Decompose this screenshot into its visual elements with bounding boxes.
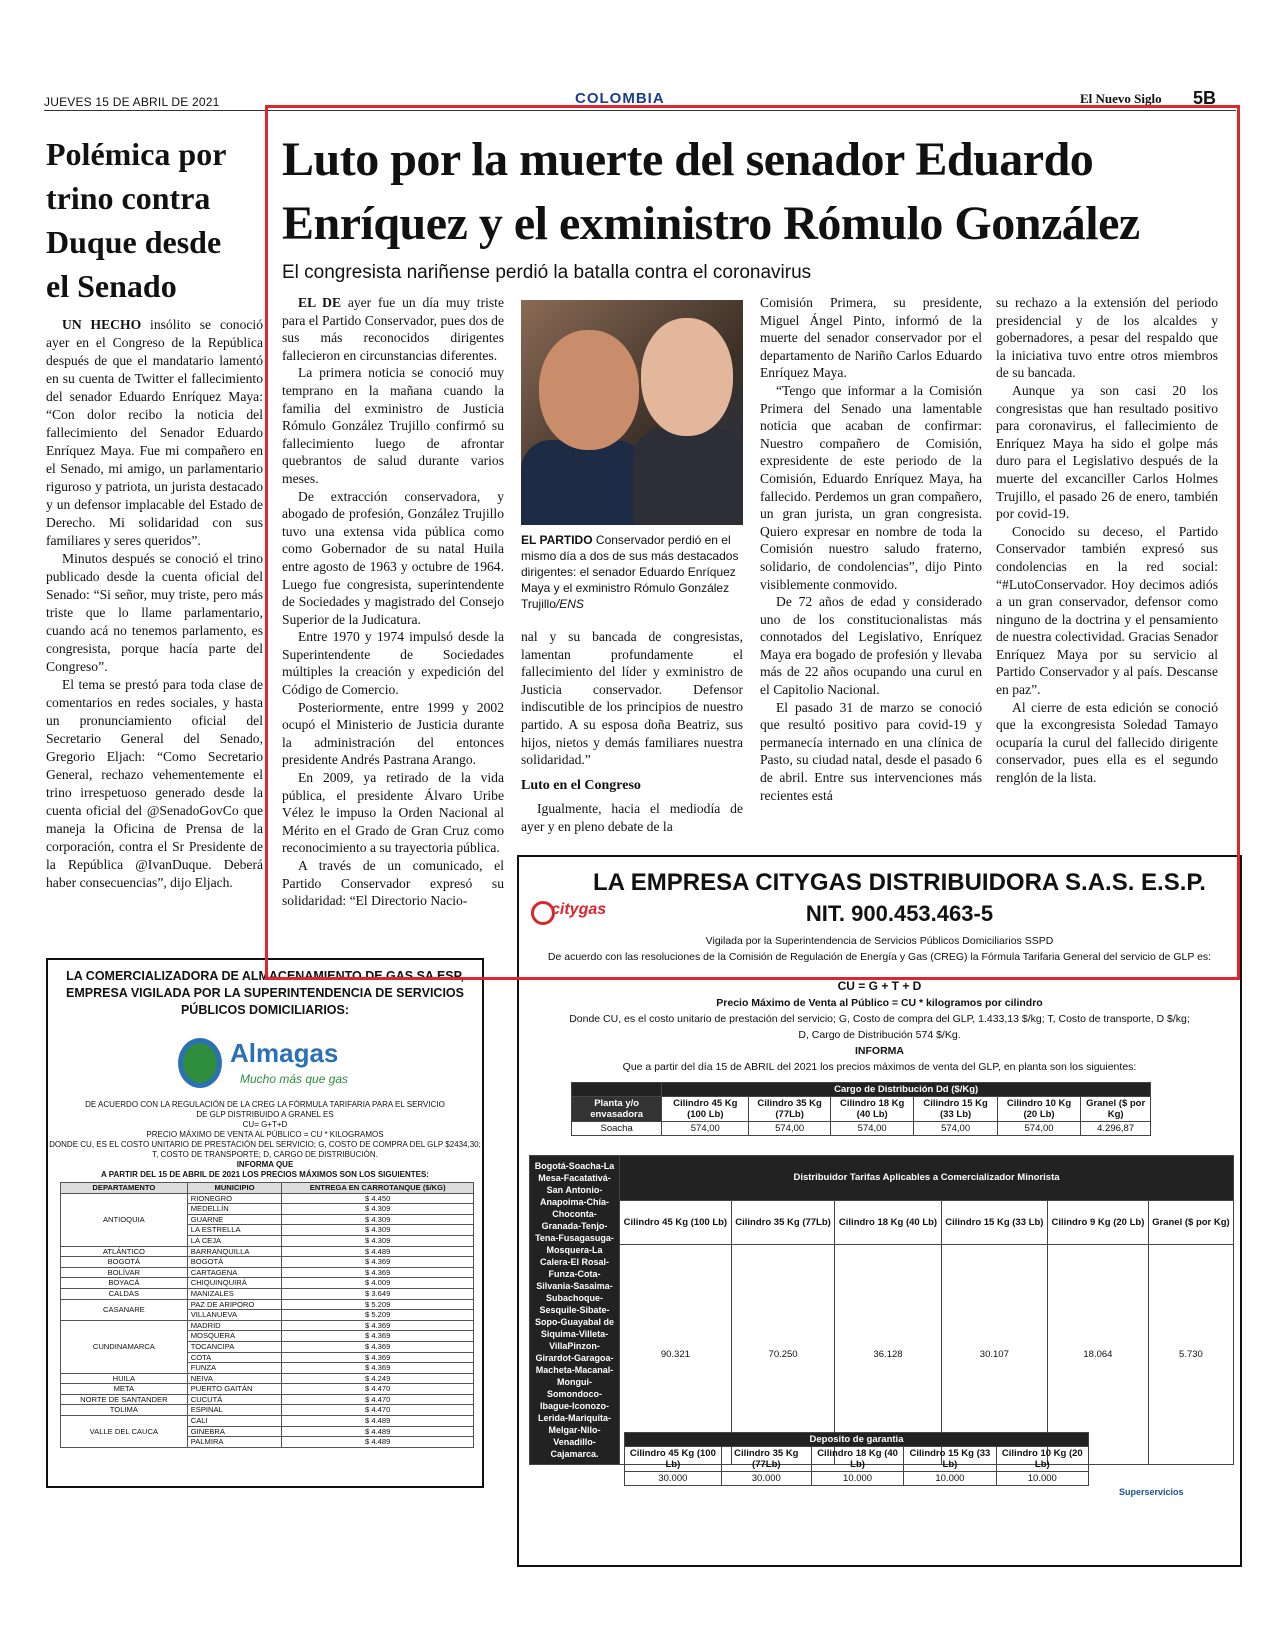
- municipality-cell: GINEBRA: [187, 1426, 282, 1437]
- price-cell: $ 4.470: [282, 1405, 474, 1416]
- table-column-header: Cilindro 45 Kg (100 Lb): [625, 1447, 722, 1472]
- price-cell: $ 4.489: [282, 1416, 474, 1427]
- department-cell: VALLE DEL CAUCA: [61, 1416, 188, 1448]
- table-cell: 18.064: [1047, 1245, 1148, 1465]
- municipality-cell: MOSQUERA: [187, 1331, 282, 1342]
- table-cell: 574,00: [997, 1122, 1080, 1136]
- price-cell: $ 4.470: [282, 1394, 474, 1405]
- main-subheadline: El congresista nariñense perdió la batalla contra el coronavirus: [282, 262, 812, 283]
- superservicios-logo: Superservicios: [1119, 1487, 1184, 1497]
- table-cell: 5.730: [1148, 1245, 1233, 1465]
- department-cell: NORTE DE SANTANDER: [61, 1394, 188, 1405]
- price-cell: $ 4.450: [282, 1193, 474, 1204]
- sidebar-paragraph: [46, 316, 263, 550]
- table-row: [61, 1193, 474, 1204]
- table-cell: 10.000: [811, 1472, 903, 1486]
- municipality-cell: MANIZALES: [187, 1288, 282, 1299]
- price-cell: $ 4.369: [282, 1363, 474, 1374]
- table-spacer: [572, 1083, 662, 1097]
- price-cell: $ 4.489: [282, 1426, 474, 1437]
- municipality-cell: ESPINAL: [187, 1405, 282, 1416]
- article-text: ayer fue un día muy triste para el Partido Conservador, pues dos de sus más reconocidos dirigentes fallecieron en circunstancias diferentes.: [282, 295, 504, 363]
- municipality-cell: PAZ DE ARIPORO: [187, 1299, 282, 1310]
- city-list: Bogotá-Soacha-La Mesa-Facatativá-San Antonio-Anapoima-Chía-Choconta-Granada-Tenjo-Tena-Fusagasuga-Mosquera-La Calera-El Rosal-Funza-Cota-Silvania-Sasaima-Subachoque-Sesquile-Sibate-Sopo-Guayabal de Siquima-Villeta-VillaPinzon-Girardot-Garagoa-Macheta-Macanal-Mongui-Somondoco-Ibague-Iconozo-Lerida-Mariquita-Melgar-Nilo-Venadillo-Cajamarca.: [530, 1156, 620, 1465]
- almagas-drop-icon: [178, 1038, 222, 1088]
- price-cell: $ 4.309: [282, 1235, 474, 1246]
- table-row: [61, 1373, 474, 1384]
- table-header: Deposito de garantia: [625, 1433, 1089, 1447]
- article-paragraph: De extracción conservadora, y abogado de profesión, González Trujillo tuvo una extensa vida pública como como Gobernador de su natal Huila entre agosto de 1963 y octubre de 1964. Luego fue congresista, superintendente de Sociedades y magistrado del Consejo Superior de la Judicatura.: [282, 488, 504, 627]
- price-cell: $ 4.369: [282, 1320, 474, 1331]
- table-column-header: ENTREGA EN CARROTANQUE ($/KG): [282, 1183, 474, 1194]
- article-paragraph: [282, 294, 504, 364]
- municipality-cell: MEDELLÍN: [187, 1204, 282, 1215]
- table-cell: 10.000: [996, 1472, 1088, 1486]
- municipality-cell: LA CEJA: [187, 1235, 282, 1246]
- table-row: [61, 1416, 474, 1427]
- table-row: [61, 1405, 474, 1416]
- photo-face-right: [641, 318, 733, 436]
- municipality-cell: GUARNE: [187, 1214, 282, 1225]
- article-column-4: [996, 294, 1218, 787]
- photo-face-left: [539, 330, 639, 450]
- citygas-line: Donde CU, es el costo unitario de prestación del servicio; G, Costo de compra del GLP, 1.433,13 $/kg; T, Costo de transporte, D $/kg;: [569, 1013, 1190, 1025]
- table-row: [61, 1246, 474, 1257]
- almagas-logo: [178, 1038, 378, 1098]
- table-column-header: Cilindro 18 Kg (40 Lb): [811, 1447, 903, 1472]
- municipality-cell: TOCANCIPA: [187, 1341, 282, 1352]
- price-cell: $ 4.369: [282, 1352, 474, 1363]
- table-row: [61, 1288, 474, 1299]
- price-cell: $ 4.369: [282, 1267, 474, 1278]
- page-number: 5B: [1193, 88, 1217, 108]
- almagas-line: T, COSTO DE TRANSPORTE; D, CARGO DE DISTRIBUCIÓN.: [152, 1150, 378, 1159]
- table-column-header: Cilindro 15 Kg (33 Lb): [914, 1097, 997, 1122]
- newspaper-name: El Nuevo Siglo: [1080, 91, 1162, 106]
- table-cell: 30.000: [625, 1472, 722, 1486]
- issue-date: JUEVES 15 DE ABRIL DE 2021: [44, 95, 220, 109]
- almagas-line: CU= G+T+D: [242, 1120, 288, 1129]
- citygas-formula: CU = G + T + D: [837, 979, 922, 993]
- section-name: COLOMBIA: [575, 90, 665, 107]
- price-cell: $ 4.369: [282, 1257, 474, 1268]
- municipality-cell: CHIQUINQUIRÁ: [187, 1278, 282, 1289]
- caption-lead: EL PARTIDO: [521, 533, 593, 547]
- department-cell: BOGOTÁ: [61, 1257, 188, 1268]
- article-lead: EL DE: [298, 295, 342, 310]
- almagas-slogan: Mucho más que gas: [240, 1072, 349, 1086]
- department-cell: TOLIMA: [61, 1405, 188, 1416]
- almagas-line: DONDE CU, ES EL COSTO UNITARIO DE PRESTACIÓN DEL SERVICIO; G, COSTO DE COMPRA DEL GLP $2434,30;: [49, 1140, 481, 1149]
- price-cell: $ 4.470: [282, 1384, 474, 1395]
- table-column-header: Cilindro 35 Kg (77Lb): [731, 1200, 835, 1245]
- citygas-informa: INFORMA: [855, 1045, 904, 1057]
- article-paragraph: De 72 años de edad y considerado uno de los constitucionalistas más connotados del Legislativo, Enríquez Maya era bogado de profesión y llevaba más de 22 años ocupando una curul en el Capitolio Nacional.: [760, 594, 982, 698]
- price-cell: $ 4.369: [282, 1341, 474, 1352]
- price-cell: $ 4.309: [282, 1204, 474, 1215]
- table-column-header: Granel ($ por Kg): [1148, 1200, 1233, 1245]
- distributor-rates-table: [529, 1155, 1234, 1465]
- municipality-cell: PUERTO GAITÁN: [187, 1384, 282, 1395]
- table-row: [61, 1267, 474, 1278]
- municipality-cell: NEIVA: [187, 1373, 282, 1384]
- article-column-3: [760, 294, 982, 804]
- price-cell: $ 5.209: [282, 1310, 474, 1321]
- article-subhead: Luto en el Congreso: [521, 777, 641, 793]
- table-column-header: Cilindro 18 Kg (40 Lb): [835, 1200, 941, 1245]
- caption-credit: /ENS: [555, 597, 584, 611]
- table-header: Distribuidor Tarifas Aplicables a Comercializador Minorista: [620, 1156, 1234, 1201]
- almagas-title: LA COMERCIALIZADORA DE ALMACENAMIENTO DE GAS SA ESP, EMPRESA VIGILADA POR LA SUPERINTENDENCIA DE SERVICIOS PÚBLICOS DOMICILIARIOS:: [66, 969, 464, 1017]
- table-row: [61, 1384, 474, 1395]
- table-column-header: DEPARTAMENTO: [61, 1183, 188, 1194]
- table-cell: 4.296,87: [1081, 1122, 1151, 1136]
- table-column-header: Cilindro 35 Kg (77Lb): [749, 1097, 831, 1122]
- table-column-header: Cilindro 10 Kg (20 Lb): [997, 1097, 1080, 1122]
- municipality-cell: VILLANUEVA: [187, 1310, 282, 1321]
- article-paragraph: su rechazo a la extensión del periodo presidencial y de los alcaldes y gobernadores, a pesar del respaldo que la iniciativa tuvo entre otros miembros de su bancada.: [996, 295, 1218, 381]
- table-column-header: Cilindro 9 Kg (20 Lb): [1047, 1200, 1148, 1245]
- table-column-header: Planta y/o envasadora: [572, 1097, 662, 1122]
- table-header: Cargo de Distribución Dd ($/Kg): [662, 1083, 1151, 1097]
- article-paragraph: Conocido su deceso, el Partido Conservador también expresó sus condolencias en la red social: “#LutoConservador. Hoy decimos adiós a un gran conservador, defensor como ninguno de la doctrina y el pensamiento de nuestra colectividad. Gracias Senador Enríquez Maya por su servicio al Partido Conservador y al país. Descanse en paz”.: [996, 523, 1218, 698]
- municipality-cell: CUCUTÁ: [187, 1394, 282, 1405]
- table-cell: 574,00: [914, 1122, 997, 1136]
- article-column-1: [282, 294, 504, 910]
- price-cell: $ 4.489: [282, 1246, 474, 1257]
- price-cell: $ 4.309: [282, 1214, 474, 1225]
- municipality-cell: COTA: [187, 1352, 282, 1363]
- table-row: [61, 1299, 474, 1310]
- main-headline: Luto por la muerte del senador Eduardo Enríquez y el exministro Rómulo González: [282, 133, 1140, 250]
- table-cell: 70.250: [731, 1245, 835, 1465]
- department-cell: HUILA: [61, 1373, 188, 1384]
- price-cell: $ 3.649: [282, 1288, 474, 1299]
- price-cell: $ 4.369: [282, 1331, 474, 1342]
- sidebar-headline: Polémica por trino contra Duque desde el Senado: [46, 136, 226, 304]
- department-cell: CUNDINAMARCA: [61, 1320, 188, 1373]
- table-column-header: Cilindro 45 Kg (100 Lb): [662, 1097, 749, 1122]
- price-cell: $ 4.009: [282, 1278, 474, 1289]
- citygas-line: Que a partir del día 15 de ABRIL del 2021 los precios máximos de venta del GLP, en planta son los siguientes:: [622, 1061, 1137, 1073]
- citygas-line: D, Cargo de Distribución 574 $/Kg.: [798, 1029, 961, 1041]
- article-column-2: [521, 628, 743, 836]
- almagas-line: INFORMA QUE: [236, 1160, 294, 1169]
- photo-caption: [521, 532, 743, 612]
- table-row: [61, 1257, 474, 1268]
- price-cell: $ 4.489: [282, 1437, 474, 1448]
- table-column-header: Cilindro 10 Kg (20 Lb): [996, 1447, 1088, 1472]
- municipality-cell: BOGOTÁ: [187, 1257, 282, 1268]
- sidebar-paragraph: El tema se prestó para toda clase de comentarios en redes sociales, y hasta un pronunciamiento oficial del Secretario General del Senado, Gregorio Eljach: “Como Secretario General, rechazo vehementemente el trino irrespetuoso generado desde la cuenta oficial del @SenadoGovCo que maneja la Oficina de Prensa de la corporación, contra el Sr Presidente de la República @IvanDuque. Deberá haber consecuencias”, dijo Eljach.: [46, 677, 263, 890]
- table-column-header: Cilindro 15 Kg (33 Lb): [904, 1447, 996, 1472]
- article-photo: [521, 300, 743, 525]
- citygas-line: Vigilada por la Superintendencia de Servicios Públicos Domiciliarios SSPD: [705, 935, 1054, 947]
- table-column-header: Cilindro 15 Kg (33 Lb): [941, 1200, 1047, 1245]
- article-paragraph: Aunque ya son casi 20 los congresistas que han resultado positivo para coronavirus, el fallecimiento de Enríquez Maya ha sido el golpe más duro para el Legislativo después de la muerte del excanciller Carlos Holmes Trujillo, el pasado 26 de enero, también por covid-19.: [996, 382, 1218, 522]
- photo-figure-left: [521, 440, 646, 525]
- article-paragraph: La primera noticia se conoció muy temprano en la mañana cuando la familia del exministro de Justicia Rómulo González Trujillo confirmó su fallecimiento luego de afrontar quebrantos de salud durante varios meses.: [282, 365, 504, 486]
- almagas-line: PRECIO MÁXIMO DE VENTA AL PÚBLICO = CU * KILOGRAMOS: [146, 1130, 384, 1139]
- guarantee-deposit-table: [624, 1432, 1089, 1486]
- distribution-charge-table: [571, 1082, 1151, 1136]
- citygas-nit: NIT. 900.453.463-5: [805, 901, 994, 926]
- photo-figure-right: [633, 428, 743, 525]
- sidebar-paragraph: Minutos después se conoció el trino publicado desde la cuenta oficial del Senado: “Si señor, muy triste, pero más triste que lo llame parlamentario, cuando acá no tenemos parlamento, es congresista, porque hacía parte del Congreso”.: [46, 551, 263, 674]
- municipality-cell: RIONEGRO: [187, 1193, 282, 1204]
- municipality-cell: CALI: [187, 1416, 282, 1427]
- table-column-header: Cilindro 18 Kg (40 Lb): [830, 1097, 913, 1122]
- table-cell: Soacha: [572, 1122, 662, 1136]
- municipality-cell: PALMIRA: [187, 1437, 282, 1448]
- department-cell: CALDAS: [61, 1288, 188, 1299]
- article-paragraph: Al cierre de esta edición se conoció que la excongresista Soledad Tamayo ocuparía la curul del fallecido dirigente conservador, pues ella es el segundo renglón de la lista.: [996, 699, 1218, 786]
- article-paragraph: “Tengo que informar a la Comisión Primera del Senado una lamentable noticia que acaban de confirmar: Nuestro compañero de Comisión, expresidente de este periodo de la Comisión, Eduardo Enríquez Maya, ha fallecido. Perdemos un gran compañero, un gran jurista, un gran congresista. Quiero expresar en nombre de toda la Comisión nuestro saludo fraterno, solidario, de condolencias”, dijo Pinto visiblemente conmovido.: [760, 382, 982, 592]
- table-row: [61, 1320, 474, 1331]
- citygas-line: Precio Máximo de Venta al Público = CU * kilogramos por cilindro: [716, 997, 1043, 1009]
- article-paragraph: A través de un comunicado, el Partido Conservador expresó su solidaridad: “El Directorio Nacio-: [282, 858, 504, 909]
- header-divider: [44, 110, 1236, 111]
- almagas-ad: [46, 958, 484, 1488]
- municipality-cell: FUNZA: [187, 1363, 282, 1374]
- municipality-cell: MADRID: [187, 1320, 282, 1331]
- table-column-header: Cilindro 35 Kg (77Lb): [721, 1447, 811, 1472]
- almagas-price-table: [60, 1182, 474, 1448]
- table-cell: 574,00: [830, 1122, 913, 1136]
- department-cell: ANTIOQUIA: [61, 1193, 188, 1246]
- article-paragraph: Posteriormente, entre 1999 y 2002 ocupó el Ministerio de Justicia durante la administración del entonces presidente Andrés Pastrana Arango.: [282, 699, 504, 768]
- table-column-header: Granel ($ por Kg): [1081, 1097, 1151, 1122]
- citygas-logo-text: citygas: [551, 901, 607, 918]
- citygas-title: LA EMPRESA CITYGAS DISTRIBUIDORA S.A.S. E.S.P.: [593, 869, 1206, 896]
- table-column-header: Cilindro 45 Kg (100 Lb): [620, 1200, 732, 1245]
- table-cell: 30.000: [721, 1472, 811, 1486]
- sidebar-body: [46, 316, 263, 892]
- almagas-line: A PARTIR DEL 15 DE ABRIL DE 2021 LOS PRECIOS MÁXIMOS SON LOS SIGUIENTES:: [101, 1170, 429, 1179]
- table-column-header: MUNICIPIO: [187, 1183, 282, 1194]
- price-cell: $ 4.309: [282, 1225, 474, 1236]
- department-cell: BOYACÁ: [61, 1278, 188, 1289]
- article-paragraph: Comisión Primera, su presidente, Miguel Ángel Pinto, informó de la muerte del senador conservador por el departamento de Nariño Carlos Eduardo Enríquez Maya.: [760, 295, 982, 381]
- department-cell: BOLÍVAR: [61, 1267, 188, 1278]
- article-paragraph: En 2009, ya retirado de la vida pública, el presidente Álvaro Uribe Vélez le impuso la Orden Nacional al Mérito en el Grado de Gran Cruz como reconocimiento a su trayectoria pública.: [282, 770, 504, 856]
- municipality-cell: LA ESTRELLA: [187, 1225, 282, 1236]
- article-paragraph: Entre 1970 y 1974 impulsó desde la Superintendente de Sociedades múltiples la creación y expedición del Código de Comercio.: [282, 629, 504, 698]
- sidebar-text: insólito se conoció ayer en el Congreso de la República después de que el mandatario lamentó en su cuenta de Twitter el fallecimiento del senador Eduardo Enríquez Maya: “Con dolor recibo la noticia del fallecimiento del Senador Eduardo Enríquez Maya. Fue mi compañero en el Senado, mi amigo, un parlamentario riguroso y patriota, un jurista destacado y un defensor implacable del Estado de Derecho. Mi solidaridad con sus familiares y seres queridos”.: [46, 317, 264, 548]
- table-cell: 90.321: [620, 1245, 732, 1465]
- table-cell: 574,00: [662, 1122, 749, 1136]
- department-cell: CASANARE: [61, 1299, 188, 1320]
- table-cell: 10.000: [904, 1472, 996, 1486]
- table-cell: 574,00: [749, 1122, 831, 1136]
- almagas-logo-text: Almagas: [230, 1038, 339, 1068]
- price-cell: $ 4.249: [282, 1373, 474, 1384]
- almagas-line: DE ACUERDO CON LA REGULACIÓN DE LA CREG LA FÓRMULA TARIFARIA PARA EL SERVICIO: [85, 1100, 445, 1109]
- sidebar-lead: UN HECHO: [62, 317, 142, 332]
- price-cell: $ 5.209: [282, 1299, 474, 1310]
- municipality-cell: CARTAGENA: [187, 1267, 282, 1278]
- table-cell: 36.128: [835, 1245, 941, 1465]
- citygas-ad: [517, 855, 1242, 1567]
- article-paragraph: Igualmente, hacia el mediodía de ayer y en pleno debate de la: [521, 801, 743, 834]
- table-row: [61, 1278, 474, 1289]
- municipality-cell: BARRANQUILLA: [187, 1246, 282, 1257]
- article-paragraph: El pasado 31 de marzo se conoció que resultó positivo para covid-19 y permanecía internado en una clínica de Pasto, su ciudad natal, desde el pasado 6 de abril. Entre sus intervenciones más recientes está: [760, 699, 982, 803]
- department-cell: ATLÁNTICO: [61, 1246, 188, 1257]
- table-row: [61, 1394, 474, 1405]
- caption-text: Conservador perdió en el mismo día a dos de sus más destacados dirigentes: el senador Eduardo Enríquez Maya y el exministro Rómulo González Trujillo: [521, 533, 739, 611]
- article-paragraph: nal y su bancada de congresistas, lamentan profundamente el fallecimiento del líder y exministro de Justicia conservador. Defensor indiscutible de los principios de nuestro partido. A su esposa doña Beatriz, sus hijos, nietos y demás familiares nuestra solidaridad.”: [521, 629, 743, 768]
- table-cell: 30.107: [941, 1245, 1047, 1465]
- almagas-line: DE GLP DISTRIBUIDO A GRANEL ES: [196, 1110, 334, 1119]
- citygas-line: De acuerdo con las resoluciones de la Comisión de Regulación de Energía y Gas (CREG) la Fórmula Tarifaria General del servicio de GLP es:: [547, 951, 1212, 963]
- department-cell: META: [61, 1384, 188, 1395]
